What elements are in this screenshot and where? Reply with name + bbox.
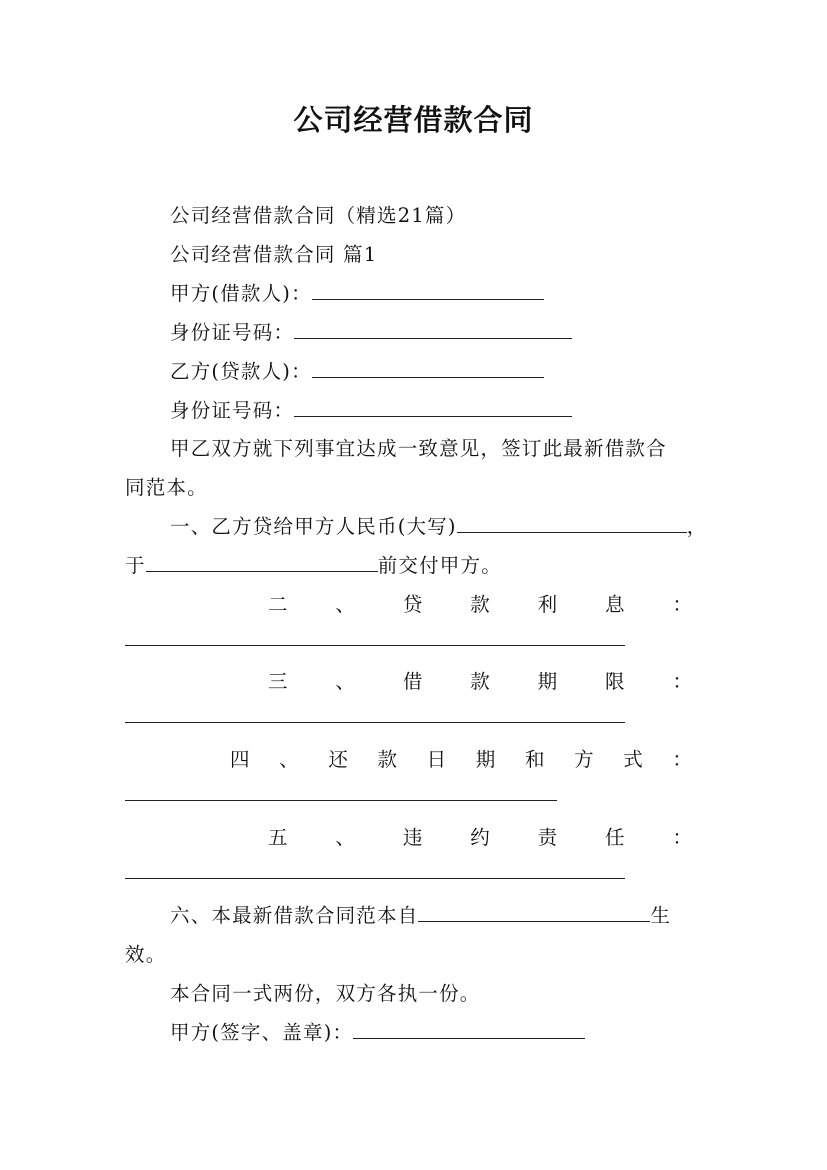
id-a-label: 身份证号码： [170, 321, 295, 344]
clause2-char: ： [672, 593, 692, 616]
clause4-char: ： [672, 748, 692, 771]
clause3-char: ： [672, 670, 692, 693]
clause3-char: 限 [605, 670, 625, 693]
clause-5-heading [268, 822, 692, 850]
id-b-label: 身份证号码： [170, 399, 295, 422]
clause-1-comma: ， [686, 515, 708, 538]
id-b-blank [294, 398, 572, 417]
clause2-char: 款 [470, 593, 490, 616]
clause-5-blank [125, 878, 625, 879]
clause4-char: 日 [426, 748, 447, 771]
clause4-char: 四 [230, 748, 250, 771]
clause4-char: 方 [574, 748, 594, 771]
agreement-line-2: 同范本。 [125, 476, 208, 499]
clause2-char: 二 [268, 593, 288, 616]
clause3-char: 三 [268, 670, 288, 693]
clause3-char: 、 [335, 670, 355, 693]
clause-6-line-2: 效。 [125, 943, 167, 966]
clause-1-text: 一、乙方贷给甲方人民币(大写) [170, 515, 457, 538]
clause-1-suffix: 前交付甲方。 [377, 554, 502, 577]
signature-a-label: 甲方(签字、盖章)： [170, 1021, 354, 1044]
party-a-label: 甲方(借款人)： [170, 282, 312, 305]
clause5-char: 责 [537, 826, 558, 849]
clause5-char: 违 [402, 826, 423, 849]
signature-a-line [170, 1017, 585, 1045]
clause-2-heading [268, 589, 692, 617]
clause4-char: 和 [524, 748, 545, 771]
clause-6-text: 六、本最新借款合同范本自 [170, 904, 419, 927]
clause3-char: 期 [537, 670, 558, 693]
clause5-char: ： [672, 826, 692, 849]
copies-line: 本合同一式两份，双方各执一份。 [170, 982, 481, 1005]
party-b-label: 乙方(贷款人)： [170, 360, 312, 383]
clause-4-heading [230, 744, 692, 772]
party-b-blank [312, 359, 544, 378]
clause3-char: 款 [470, 670, 490, 693]
clause-1-line-2 [125, 550, 502, 578]
clause5-char: 任 [605, 826, 625, 849]
clause3-char: 借 [402, 670, 423, 693]
id-a-line [170, 317, 572, 345]
clause-3-heading [268, 666, 692, 694]
effective-date-blank [418, 903, 650, 922]
agreement-line-1: 甲乙双方就下列事宜达成一致意见，签订此最新借款合 [170, 437, 667, 460]
clause-1-line-1 [170, 511, 707, 539]
clause4-char: 、 [279, 748, 299, 771]
signature-a-blank [353, 1020, 585, 1039]
id-b-line [170, 395, 572, 423]
date-blank [146, 553, 378, 572]
document-title: 公司经营借款合同 [293, 103, 534, 137]
party-b-line [170, 356, 544, 384]
clause-2-blank [125, 645, 625, 646]
clause5-char: 、 [335, 826, 355, 849]
intro-line: 公司经营借款合同（精选21篇） [170, 204, 467, 227]
clause-6-line-1 [170, 900, 671, 928]
clause2-char: 利 [537, 593, 558, 616]
clause5-char: 五 [268, 826, 288, 849]
clause5-char: 约 [470, 826, 490, 849]
clause-1-prefix: 于 [125, 554, 146, 577]
clause2-char: 贷 [402, 593, 423, 616]
id-a-blank [294, 320, 572, 339]
article-heading: 公司经营借款合同 篇1 [170, 243, 378, 266]
clause4-char: 期 [475, 748, 496, 771]
party-a-blank [312, 281, 544, 300]
clause4-char: 还 [328, 748, 348, 771]
party-a-line [170, 278, 544, 306]
clause4-char: 款 [377, 748, 397, 771]
amount-blank [457, 514, 687, 533]
clause2-char: 、 [335, 593, 355, 616]
clause2-char: 息 [605, 593, 625, 616]
clause4-char: 式 [623, 748, 643, 771]
clause-3-blank [125, 722, 625, 723]
clause-4-blank [125, 800, 557, 801]
clause-6-suffix: 生 [650, 904, 672, 927]
